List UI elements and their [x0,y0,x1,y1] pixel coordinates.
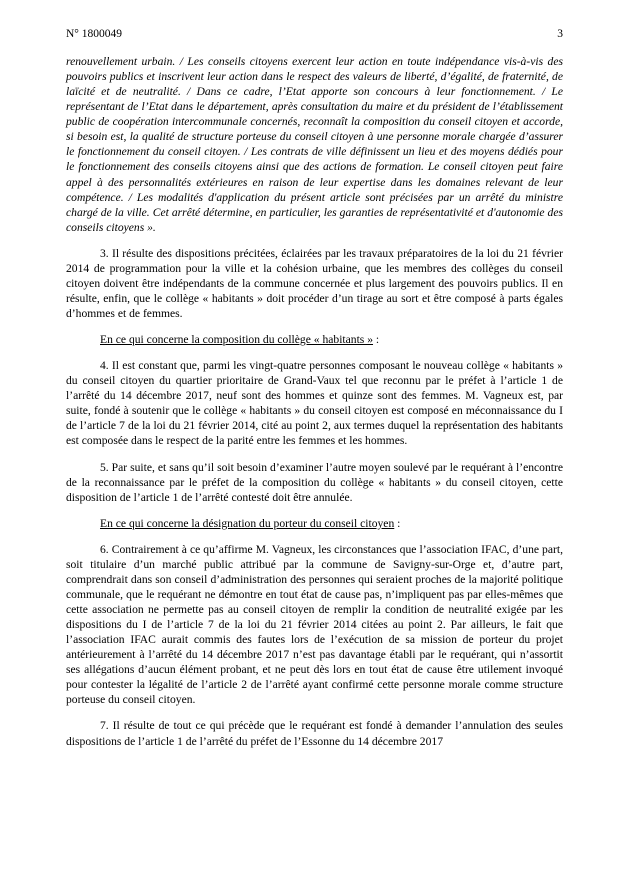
heading-designation [66,516,563,531]
paragraph-4: 4. Il est constant que, parmi les vingt-quatre personnes composant le nouveau collège « habitants » du conseil citoyen du quartier prioritaire de Grand-Vaux tel que reconnu par le préfet à l’article 1 de l’arrêté du 14 décembre 2017, neuf sont des hommes et quinze sont des femmes. M. Vagneux est, par suite, fondé à soutenir que le collège « habitants » du conseil citoyen est composé en méconnaissance du I de l’article 7 de la loi du 21 février 2014, cité au point 2, aux termes duquel la représentation des habitants est composée dans le respect de la parité entre les femmes et les hommes. [66,359,563,448]
page-number: 3 [557,28,563,40]
paragraph-6: 6. Contrairement à ce qu’affirme M. Vagneux, les circonstances que l’association IFAC, d’une part, soit titulaire d’un marché public attribué par la commune de Savigny-sur-Orge et, d’autre part, comprendrait dans son conseil d’administration des personnes qui seraient proches de la majorité politique communale, que le requérant ne démontre en tout état de cause pas, n’impliquent pas par elles-mêmes que cette association ne permette pas au conseil citoyen de remplir la condition de neutralité exigée par les dispositions du I de l’article 7 de la loi du 21 février 2014 citées au point 2. Par ailleurs, le fait que l’association IFAC aurait commis des fautes lors de l’exécution de sa mission de porteur du projet antérieurement à l’arrêté du 14 décembre 2017 n’est pas davantage établi par le requérant, qui n’assortit ses allégations d’aucun élément probant, et ne peut dès lors en tout état de cause être utilement invoqué pour contester la légalité de l’article 2 de l’arrêté ayant confirmé cette personne morale comme structure porteuse du conseil citoyen. [66,542,563,707]
heading-designation-label: En ce qui concerne la désignation du porteur du conseil citoyen [100,516,395,530]
case-number: N° 1800049 [66,28,123,40]
heading-designation-suffix: : [394,516,401,530]
heading-composition-label: En ce qui concerne la composition du collège « habitants » [100,333,374,347]
document-body [66,54,563,749]
paragraph-3: 3. Il résulte des dispositions précitées, éclairées par les travaux préparatoires de la loi du 21 février 2014 de programmation pour la ville et la cohésion urbaine, que les membres des collèges du conseil citoyen doivent être indépendants de la commune concernée et plus largement des pouvoirs publics. Il en résulte, enfin, que le collège « habitants » doit procéder d’un tirage au sort et être composé à parts égales d’hommes et de femmes. [66,246,563,320]
heading-composition [66,332,563,347]
paragraph-5: 5. Par suite, et sans qu’il soit besoin d’examiner l’autre moyen soulevé par le requérant à l’encontre de la reconnaissance par le préfet de la composition du collège « habitants » du conseil citoyen, cette disposition de l’article 1 de l’arrêté contesté doit être annulée. [66,460,563,504]
heading-composition-suffix: : [373,333,380,347]
paragraph-7: 7. Il résulte de tout ce qui précède que le requérant est fondé à demander l’annulation des seules dispositions de l’article 1 de l’arrêté du préfet de l’Essonne du 14 décembre 2017 [66,719,563,748]
page-header [66,28,563,40]
quoted-legal-text: renouvellement urbain. / Les conseils citoyens exercent leur action en toute indépendance vis-à-vis des pouvoirs publics et inscrivent leur action dans le respect des valeurs de liberté, d’égalité, de fraternité, de laïcité et de neutralité. / Dans ce cadre, l’Etat apporte son concours à leur fonctionnement. / Le représentant de l’Etat dans le département, après consultation du maire et du président de l’établissement public de coopération intercommunale concernés, reconnaît la composition du conseil citoyen et accorde, si besoin est, la qualité de structure porteuse du conseil citoyen à une personne morale chargée d’assurer le fonctionnement du conseil citoyen. / Les contrats de ville définissent un lieu et des moyens dédiés pour le fonctionnement des conseils citoyens ainsi que des actions de formation. Le conseil citoyen peut faire appel à des personnalités extérieures en raison de leur expertise dans les domaines relevant de leur compétence. / Les modalités d'application du présent article sont précisées par un arrêté du ministre chargé de la ville. Cet arrêté détermine, en particulier, les garanties de représentativité et d'autonomie des conseils citoyens ». [66,55,563,234]
